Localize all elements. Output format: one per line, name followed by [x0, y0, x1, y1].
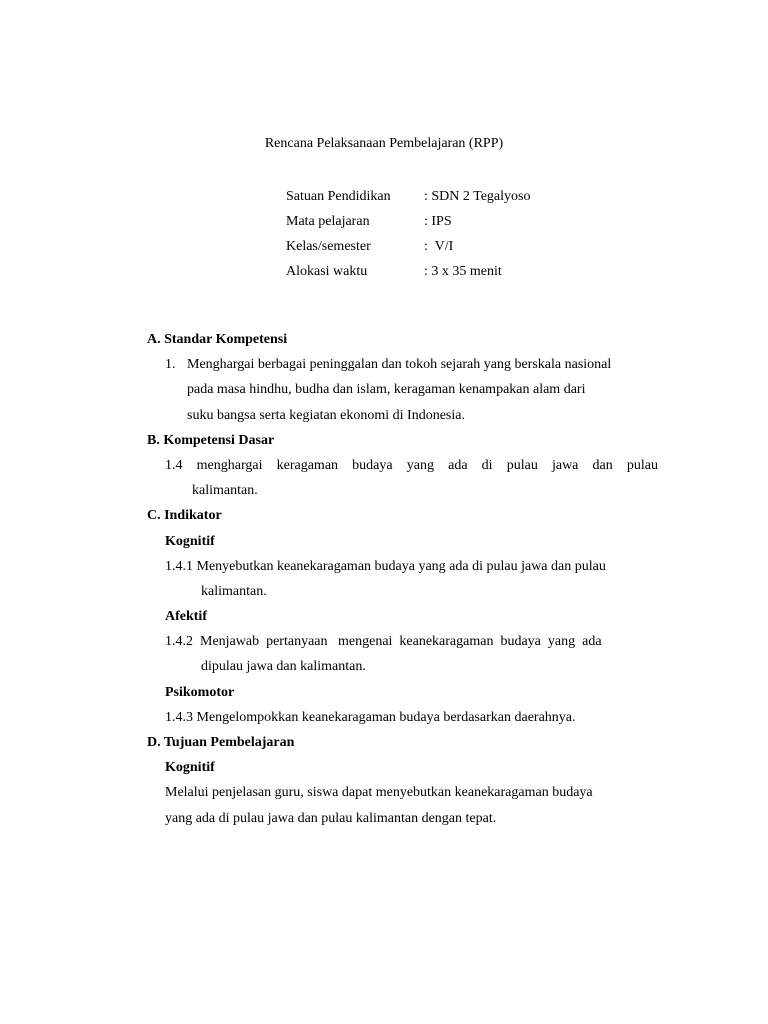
- list-item-text: 1.4.3 Mengelompokkan keanekaragaman budaya berdasarkan daerahnya.: [165, 709, 576, 725]
- info-label: Kelas/semester: [286, 239, 371, 254]
- paragraph-line: yang ada di pulau jawa dan pulau kalimantan dengan tepat.: [165, 810, 497, 826]
- list-item-text: Menghargai berbagai peninggalan dan tokoh sejarah yang berskala nasional: [187, 357, 612, 373]
- info-row-alokasi: [286, 262, 530, 287]
- info-label: Alokasi waktu: [286, 264, 368, 279]
- subheading-psikomotor: Psikomotor: [165, 684, 235, 700]
- section-heading-kompetensi-dasar: B. Kompetensi Dasar: [147, 432, 275, 448]
- info-row-kelas: [286, 237, 530, 262]
- list-number: 1.: [165, 357, 176, 373]
- info-row-satuan: [286, 187, 530, 212]
- info-row-mapel: [286, 212, 530, 237]
- list-item-text: 1.4.2 Menjawab pertanyaan mengenai keanekaragaman budaya yang ada: [165, 634, 602, 650]
- list-item-continuation: kalimantan.: [201, 583, 267, 599]
- info-value: : SDN 2 Tegalyoso: [424, 189, 531, 204]
- paragraph-line: Melalui penjelasan guru, siswa dapat menyebutkan keanekaragaman budaya: [165, 785, 593, 801]
- list-item-text: 1.4.1 Menyebutkan keanekaragaman budaya yang ada di pulau jawa dan pulau: [165, 558, 606, 574]
- section-heading-standar-kompetensi: A. Standar Kompetensi: [147, 332, 288, 347]
- section-heading-indikator: C. Indikator: [147, 508, 222, 524]
- list-item-continuation: dipulau jawa dan kalimantan.: [201, 659, 366, 675]
- document-body: [147, 329, 658, 833]
- list-item-text: 1.4 menghargai keragaman budaya yang ada di pulau jawa dan pulau: [165, 457, 658, 473]
- info-value: : V/I: [424, 239, 454, 254]
- subheading-kognitif: Kognitif: [165, 760, 215, 776]
- subheading-kognitif: Kognitif: [165, 533, 215, 549]
- info-label: Mata pelajaran: [286, 214, 370, 229]
- list-item-continuation: kalimantan.: [192, 483, 258, 499]
- list-item-continuation: suku bangsa serta kegiatan ekonomi di Indonesia.: [187, 407, 465, 423]
- list-item: [147, 354, 658, 379]
- info-table: [286, 187, 530, 287]
- info-label: Satuan Pendidikan: [286, 189, 391, 204]
- info-value: : IPS: [424, 214, 452, 229]
- info-value: : 3 x 35 menit: [424, 264, 502, 279]
- document-title: Rencana Pelaksanaan Pembelajaran (RPP): [264, 136, 504, 151]
- subheading-afektif: Afektif: [165, 609, 207, 625]
- section-heading-tujuan-pembelajaran: D. Tujuan Pembelajaran: [147, 735, 295, 750]
- list-item-continuation: pada masa hindhu, budha dan islam, keragaman kenampakan alam dari: [187, 382, 586, 398]
